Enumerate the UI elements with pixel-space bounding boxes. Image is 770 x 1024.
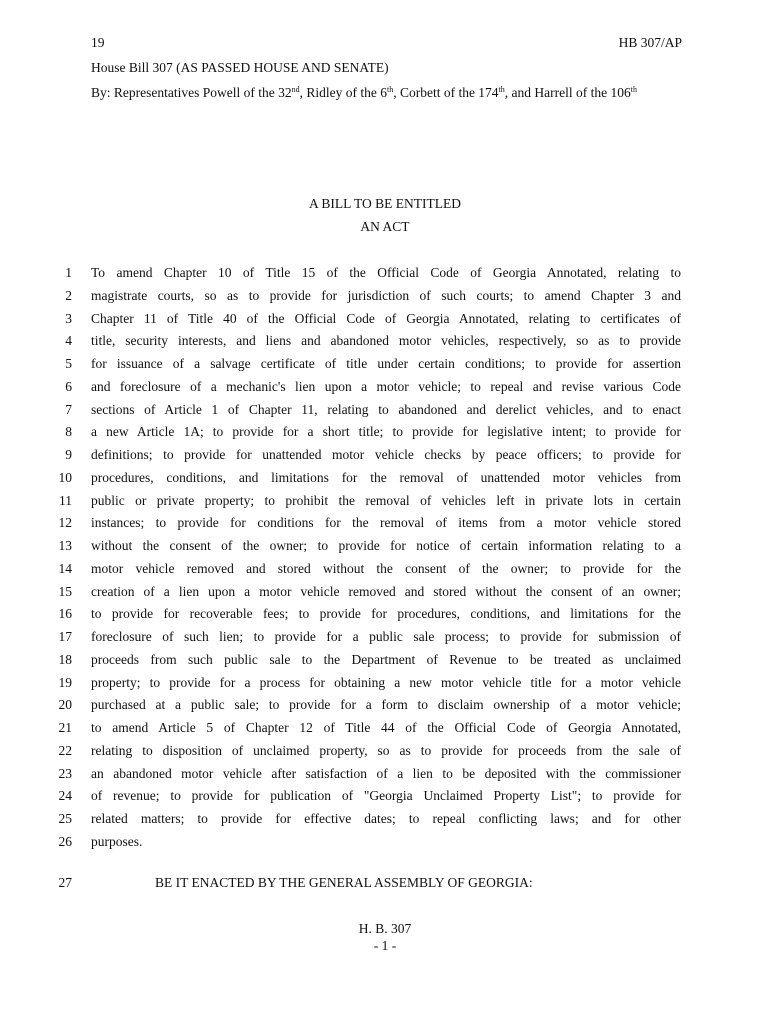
- body-line: [0, 512, 770, 535]
- line-text: related matters; to provide for effective dates; to repeal conflicting laws; and for other: [91, 811, 681, 826]
- body-line: [0, 535, 770, 558]
- line-text: proceeds from such public sale to the Department of Revenue to be treated as unclaimed: [91, 651, 681, 667]
- line-text: public or private property; to prohibit the removal of vehicles left in private lots in certain: [91, 492, 681, 508]
- line-text: title, security interests, and liens and abandoned motor vehicles, respectively, so as to provide: [91, 333, 681, 349]
- line-number: 11: [59, 492, 72, 508]
- line-text: To amend Chapter 10 of Title 15 of the Official Code of Georgia Annotated, relating to: [91, 265, 681, 280]
- sponsors-sup-1: nd: [291, 85, 300, 94]
- body-line: [0, 467, 770, 490]
- body-line: [0, 330, 770, 353]
- line-number: 24: [58, 788, 72, 804]
- line-number: 19: [58, 674, 72, 690]
- footer-page-number: - 1 -: [373, 938, 397, 953]
- body-line: [0, 740, 770, 763]
- bill-body: [0, 262, 770, 854]
- footer-bill-number: H. B. 307: [358, 921, 412, 936]
- line-text: and foreclosure of a mechanic's lien upon a motor vehicle; to repeal and revise various Code: [91, 378, 681, 394]
- line-text: without the consent of the owner; to provide for notice of certain information relating to a: [91, 538, 681, 553]
- line-text: magistrate courts, so as to provide for jurisdiction of such courts; to amend Chapter 3 and: [91, 287, 681, 303]
- body-line: [0, 353, 770, 376]
- body-line: [0, 262, 770, 285]
- sponsors-sup-4: th: [630, 85, 637, 94]
- body-line: [0, 399, 770, 422]
- line-text: sections of Article 1 of Chapter 11, relating to abandoned and derelict vehicles, and to enact: [91, 401, 681, 417]
- body-line: [0, 808, 770, 831]
- line-number: 23: [58, 765, 72, 781]
- line-number: 2: [65, 287, 72, 303]
- line-text: purchased at a public sale; to provide for a form to disclaim ownership of a motor vehicle;: [91, 697, 681, 713]
- act-heading: AN ACT: [360, 219, 410, 234]
- line-text: of revenue; to provide for publication of "Georgia Unclaimed Property List"; to provide for: [91, 788, 681, 804]
- body-line: [0, 785, 770, 808]
- body-line: [0, 763, 770, 786]
- line-text: for issuance of a salvage certificate of title under certain conditions; to provide for assertion: [91, 356, 681, 371]
- line-text: a new Article 1A; to provide for a short title; to provide for legislative intent; to provide for: [91, 424, 681, 440]
- line-text: instances; to provide for conditions for the removal of items from a motor vehicle stored: [91, 515, 681, 531]
- line-text: Chapter 11 of Title 40 of the Official Code of Georgia Annotated, relating to certificates of: [91, 310, 681, 326]
- sponsors-text-4: , and Harrell of the 106: [504, 85, 631, 100]
- line-text: property; to provide for a process for obtaining a new motor vehicle title for a motor vehicle: [91, 674, 681, 690]
- body-line: [0, 717, 770, 740]
- body-line: [0, 603, 770, 626]
- line-text: definitions; to provide for unattended motor vehicle checks by peace officers; to provide for: [91, 447, 681, 462]
- body-line: [0, 626, 770, 649]
- sponsors: [91, 81, 683, 104]
- body-line: [0, 694, 770, 717]
- line-number: 6: [65, 378, 72, 394]
- line-number: 12: [58, 515, 72, 531]
- line-number: 8: [65, 424, 72, 440]
- line-text: relating to disposition of unclaimed property, so as to provide for proceeds from the sale of: [91, 742, 681, 758]
- body-line: [0, 649, 770, 672]
- body-line: [0, 376, 770, 399]
- body-line: [0, 831, 770, 854]
- line-number: 22: [58, 742, 72, 758]
- line-number: 21: [58, 720, 72, 735]
- line-number: 15: [58, 583, 72, 599]
- body-line: [0, 308, 770, 331]
- line-number: 26: [58, 833, 72, 849]
- bill-heading: A BILL TO BE ENTITLED: [309, 196, 461, 211]
- line-number: 27: [58, 875, 72, 890]
- sponsors-sup-3: th: [498, 85, 505, 94]
- line-number: 18: [58, 651, 72, 667]
- line-number: 7: [65, 401, 72, 417]
- line-number: 5: [65, 356, 72, 371]
- line-text: to amend Article 5 of Chapter 12 of Title 44 of the Official Code of Georgia Annotated,: [91, 720, 681, 735]
- body-line: [0, 285, 770, 308]
- line-text: procedures, conditions, and limitations for the removal of unattended motor vehicles from: [91, 469, 681, 485]
- line-text: purposes.: [91, 833, 143, 849]
- line-number: 3: [65, 310, 72, 326]
- body-line: [0, 672, 770, 695]
- bill-title: House Bill 307 (AS PASSED HOUSE AND SENATE): [91, 60, 389, 75]
- line-text: motor vehicle removed and stored without the consent of the owner; to provide for the: [91, 560, 681, 576]
- line-number: 1: [65, 265, 72, 280]
- sponsors-text-3: , Corbett of the 174: [393, 85, 499, 100]
- line-number: 4: [65, 333, 72, 349]
- line-number: 16: [58, 606, 72, 622]
- line-number: 25: [58, 811, 72, 826]
- body-line: [0, 490, 770, 513]
- body-line: [0, 558, 770, 581]
- line-text: creation of a lien upon a motor vehicle removed and stored without the consent of an owner;: [91, 583, 681, 599]
- line-number: 14: [58, 560, 72, 576]
- line-number: 10: [58, 469, 72, 485]
- line-text: foreclosure of such lien; to provide for a public sale process; to provide for submission of: [91, 629, 681, 644]
- line-text: to provide for recoverable fees; to provide for procedures, conditions, and limitations for the: [91, 606, 681, 622]
- line-text: an abandoned motor vehicle after satisfaction of a lien to be deposited with the commissioner: [91, 765, 681, 781]
- line-number: 17: [58, 629, 72, 644]
- line-number: 20: [58, 697, 72, 713]
- enacting-clause: BE IT ENACTED BY THE GENERAL ASSEMBLY OF GEORGIA:: [155, 875, 533, 890]
- body-line: [0, 421, 770, 444]
- session-number: 19: [91, 35, 105, 50]
- sponsors-text-2: , Ridley of the 6: [299, 85, 387, 100]
- sponsors-text-1: By: Representatives Powell of the 32: [91, 85, 292, 100]
- line-number: 13: [58, 538, 72, 553]
- line-number: 9: [65, 447, 72, 462]
- sponsors-sup-2: th: [386, 85, 394, 94]
- body-line: [0, 444, 770, 467]
- body-line: [0, 581, 770, 604]
- bill-code: HB 307/AP: [618, 35, 682, 50]
